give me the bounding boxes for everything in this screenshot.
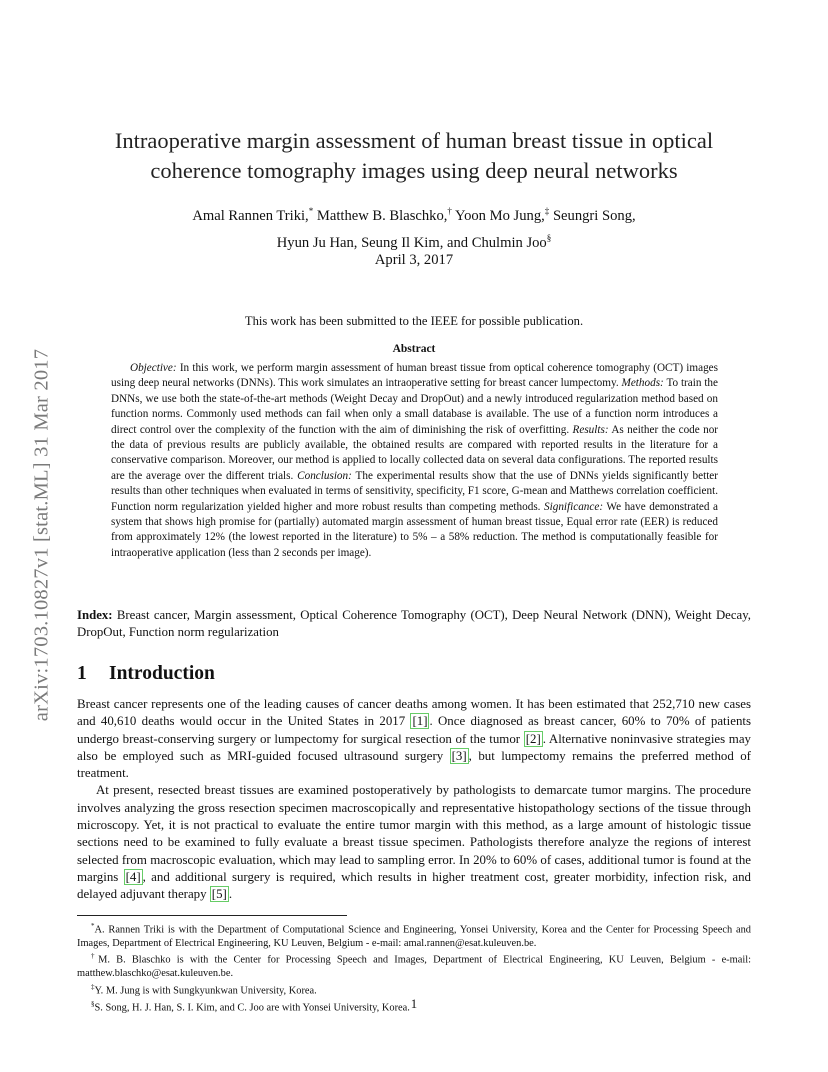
footnote-2 (77, 950, 751, 980)
paragraph-text: Breast cancer represents one of the leading causes of cancer deaths among women. It has been estimated that 252,710 new cases and 40,610 deaths would occur in the United States in 2017 (77, 697, 751, 729)
author-3: Yoon Mo Jung, (455, 207, 545, 224)
author-list (80, 200, 748, 254)
footnote-1-text: A. Rannen Triki is with the Department of Computational Science and Engineering, Yonsei University, Korea and the Center for Processing Speech and Images, Department of Electrical Engineering, KU Leuven, Belgium - e-mail: amal.rannen@esat.kuleuven.be. (77, 924, 751, 949)
abstract-body (111, 361, 718, 561)
author-line-1 (80, 200, 748, 227)
significance-text: We have demonstrated a system that shows high promise for (partially) automated margin assessment of human breast tissue, Equal error rate (EER) is reduced from approximately 12% (the lowest reported in the literature) to 5% – a 58% reduction. The method is computationally feasible for intraoperative application (less than 2 seconds per image). (111, 500, 719, 559)
paragraph-text: At present, resected breast tissues are examined postoperatively by pathologists to demarcate tumor margins. The procedure involves analyzing the gross resection specimen macroscopically and representative histopathology sections of the tissue through microscopy. Yet, it is not practical to evaluate the entire tumor margin with this method, as a large amount of histologic tissue sections need to be examined to fully evaluate a breast tissue specimen. Pathologists therefore analyze the regions of interest selected from macroscopic evaluation, which may lead to sampling error. In 20% to 60% of cases, additional tumor is found at the margins (77, 783, 751, 884)
significance-label: Significance: (544, 500, 604, 513)
author-2: Matthew B. Blaschko, (316, 207, 448, 224)
paragraph-text: . Once diagnosed as breast cancer, 60% to 70% of patients undergo breast-conserving surgery or lumpectomy for surgical resection of the tumor (77, 714, 751, 746)
section-heading (77, 663, 215, 685)
footnote-4-mark: § (91, 1000, 95, 1009)
footnote-2-mark: † (91, 952, 99, 961)
abstract-paragraph (111, 361, 718, 561)
arxiv-identifier: arXiv:1703.10827v1 [stat.ML] 31 Mar 2017 (30, 348, 53, 722)
section-title: Introduction (109, 663, 215, 684)
objective-text: In this work, we perform margin assessment of human breast tissue from optical coherence tomography (OCT) images using deep neural networks (DNNs). This work simulates an intraoperative setting for breast cancer lumpectomy. (111, 362, 718, 390)
paragraph-text: . (228, 887, 233, 902)
methods-label: Methods: (621, 377, 664, 390)
citation-link[interactable]: [5] (211, 887, 227, 902)
footnote-divider (77, 915, 347, 916)
objective-label: Objective: (130, 362, 177, 374)
citation-link[interactable]: [1] (412, 714, 428, 729)
footnote-3-mark: ‡ (91, 982, 95, 991)
paragraph-text: , and additional surgery is required, which results in higher treatment cost, greater morbidity, infection risk, and delayed adjuvant therapy (77, 869, 751, 902)
methods-text: To train the DNNs, we use both the state-of-the-art methods (Weight Decay and DropOut) and a newly introduced regularization method based on function norms. Commonly used methods can fail when only a small database is available. The use of a function norm introduces a direct control over the complexity of the function with the aim of diminishing the risk of overfitting. (111, 377, 718, 436)
author-line-2 (80, 227, 748, 254)
title-line-2: coherence tomography images using deep neural networks (150, 158, 678, 183)
author-4: Seungri Song, (552, 207, 636, 224)
submission-note: This work has been submitted to the IEEE for possible publication. (244, 314, 584, 328)
conclusion-label: Conclusion: (297, 469, 352, 482)
page-number: 1 (410, 997, 418, 1011)
author-line-2-mark: § (546, 232, 552, 243)
footnote-3-text: Y. M. Jung is with Sungkyunkwan University, Korea. (94, 985, 317, 997)
footnote-2-text: M. B. Blaschko is with the Center for Processing Speech and Images, Department of Electrical Engineering, KU Leuven, Belgium - e-mail: matthew.blaschko@esat.kuleuven.be. (77, 954, 751, 980)
index-terms (77, 607, 751, 641)
footnote-3 (77, 981, 751, 998)
index-label: Index: (77, 608, 113, 622)
section-number: 1 (77, 663, 87, 684)
publication-date: April 3, 2017 (374, 252, 454, 268)
title-line-1: Intraoperative margin assessment of human breast tissue in optical (114, 128, 714, 153)
footnote-1-mark: * (91, 922, 95, 930)
citation-link[interactable]: [4] (125, 869, 141, 884)
intro-paragraph-1 (77, 696, 751, 782)
author-1: Amal Rannen Triki, (192, 207, 309, 224)
results-label: Results: (572, 423, 609, 436)
arxiv-sidebar (22, 285, 62, 785)
author-line-2-text: Hyun Ju Han, Seung Il Kim, and Chulmin Joo (276, 234, 547, 251)
intro-paragraph-2 (77, 782, 751, 903)
citation-link[interactable]: [3] (451, 748, 467, 763)
author-2-mark: † (447, 206, 452, 216)
author-1-mark: * (308, 206, 314, 216)
author-3-mark: ‡ (544, 206, 550, 216)
introduction-body (77, 696, 751, 904)
footnote-4-text: S. Song, H. J. Han, S. I. Kim, and C. Joo are with Yonsei University, Korea. (94, 1002, 410, 1014)
footnote-1 (77, 920, 751, 950)
conclusion-text: The experimental results show that the use of DNNs yields significantly better results than other techniques when evaluated in terms of sensitivity, specificity, F1 score, G-mean and Matthews correlation coefficient. Function norm regularization yielded higher and more robust results than competing methods. (111, 469, 718, 513)
paragraph-text: . Alternative noninvasive strategies may also be employed such as MRI-guided focused ultrasound surgery (77, 731, 751, 763)
paragraph-text: , but lumpectomy remains the preferred method of treatment. (77, 748, 751, 781)
index-text: Breast cancer, Margin assessment, Optical Coherence Tomography (OCT), Deep Neural Network (DNN), Weight Decay, DropOut, Function norm regularization (77, 608, 751, 639)
citation-link[interactable]: [2] (525, 731, 541, 746)
paper-title (80, 126, 748, 186)
abstract-heading: Abstract (392, 343, 436, 355)
results-text: As neither the code nor the data of previous results are publicly available, the obtained results are compared with reported results in the literature for a conservative comparison. Moreover, our method is applied to locally collected data on several data configurations. The reported results are the average over the different trials. (111, 423, 719, 482)
